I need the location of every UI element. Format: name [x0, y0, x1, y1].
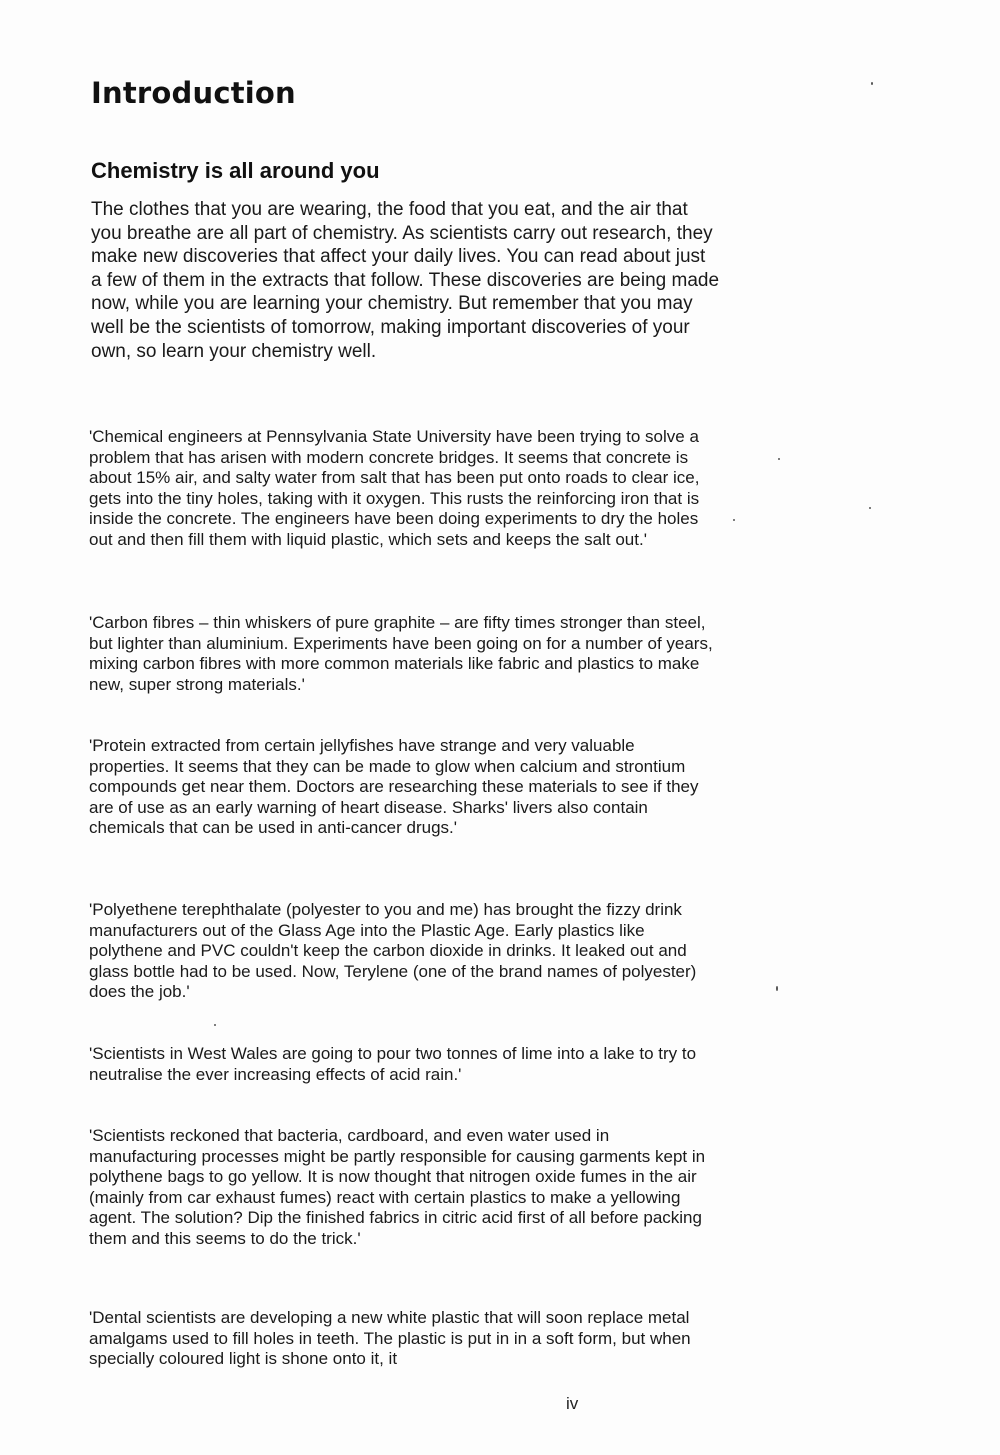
extract-concrete-bridges: 'Chemical engineers at Pennsylvania State University have been trying to solve a problem that has arisen with modern concrete bridges. It seems that concrete is about 15% air, and salty water from salt that has been put onto roads to clear ice, gets into the tiny holes, taking with it oxygen. This rusts the reinforcing iron that is inside the concrete. The engineers have been doing experiments to dry the holes out and then fill them with liquid plastic, which sets and keeps the salt out.' [89, 427, 700, 549]
scan-speck [871, 82, 873, 85]
section-heading: Chemistry is all around you [91, 158, 380, 183]
extract-polyester-bottles: 'Polyethene terephthalate (polyester to you and me) has brought the fizzy drink manufacturers out of the Glass Age into the Plastic Age. Early plastics like polythene and PVC couldn't keep the carbon dioxide in drinks. It leaked out and glass bottle had to be used. Now, Terylene (one of the brand names of polyester) does the job.' [89, 900, 697, 1001]
extract-dental-plastic: 'Dental scientists are developing a new white plastic that will soon replace metal amalgams used to fill holes in teeth. The plastic is put in in a soft form, but when specially coloured light is shone onto it, it [89, 1308, 691, 1368]
scan-speck [869, 507, 871, 509]
scan-speck [214, 1024, 216, 1026]
scan-speck [778, 458, 780, 460]
extract-carbon-fibres: 'Carbon fibres – thin whiskers of pure graphite – are fifty times stronger than steel, but lighter than aluminium. Experiments have been going on for a number of years, mixing carbon fibres with more common materials like fabric and plastics to make new, super strong materials.' [89, 613, 713, 694]
extract-yellowing-garments: 'Scientists reckoned that bacteria, cardboard, and even water used in manufacturing processes might be partly responsible for causing garments kept in polythene bags to go yellow. It is now thought that nitrogen oxide fumes in the air (mainly from car exhaust fumes) react with certain plastics to make a yellowing agent. The solution? Dip the finished fabrics in citric acid first of all before packing them and this seems to do the trick.' [89, 1126, 706, 1248]
page-number: iv [566, 1394, 579, 1413]
extract-acid-rain-lime: 'Scientists in West Wales are going to pour two tonnes of lime into a lake to try to neutralise the ever increasing effects of acid rain.' [89, 1044, 697, 1084]
scan-speck [776, 986, 778, 991]
extract-jellyfish-protein: 'Protein extracted from certain jellyfishes have strange and very valuable properties. It seems that they can be made to glow when calcium and strontium compounds get near them. Doctors are researching these materials to see if they are of use as an early warning of heart disease. Sharks' livers also contain chemicals that can be used in anti-cancer drugs.' [89, 736, 699, 837]
chapter-title: Introduction [91, 76, 296, 110]
intro-paragraph: The clothes that you are wearing, the food that you eat, and the air that you breathe are all part of chemistry. As scientists carry out research, they make new discoveries that affect your daily lives. You can read about just a few of them in the extracts that follow. These discoveries are being made now, while you are learning your chemistry. But remember that you may well be the scientists of tomorrow, making important discoveries of your own, so learn your chemistry well. [91, 199, 720, 362]
scan-speck [733, 519, 735, 521]
